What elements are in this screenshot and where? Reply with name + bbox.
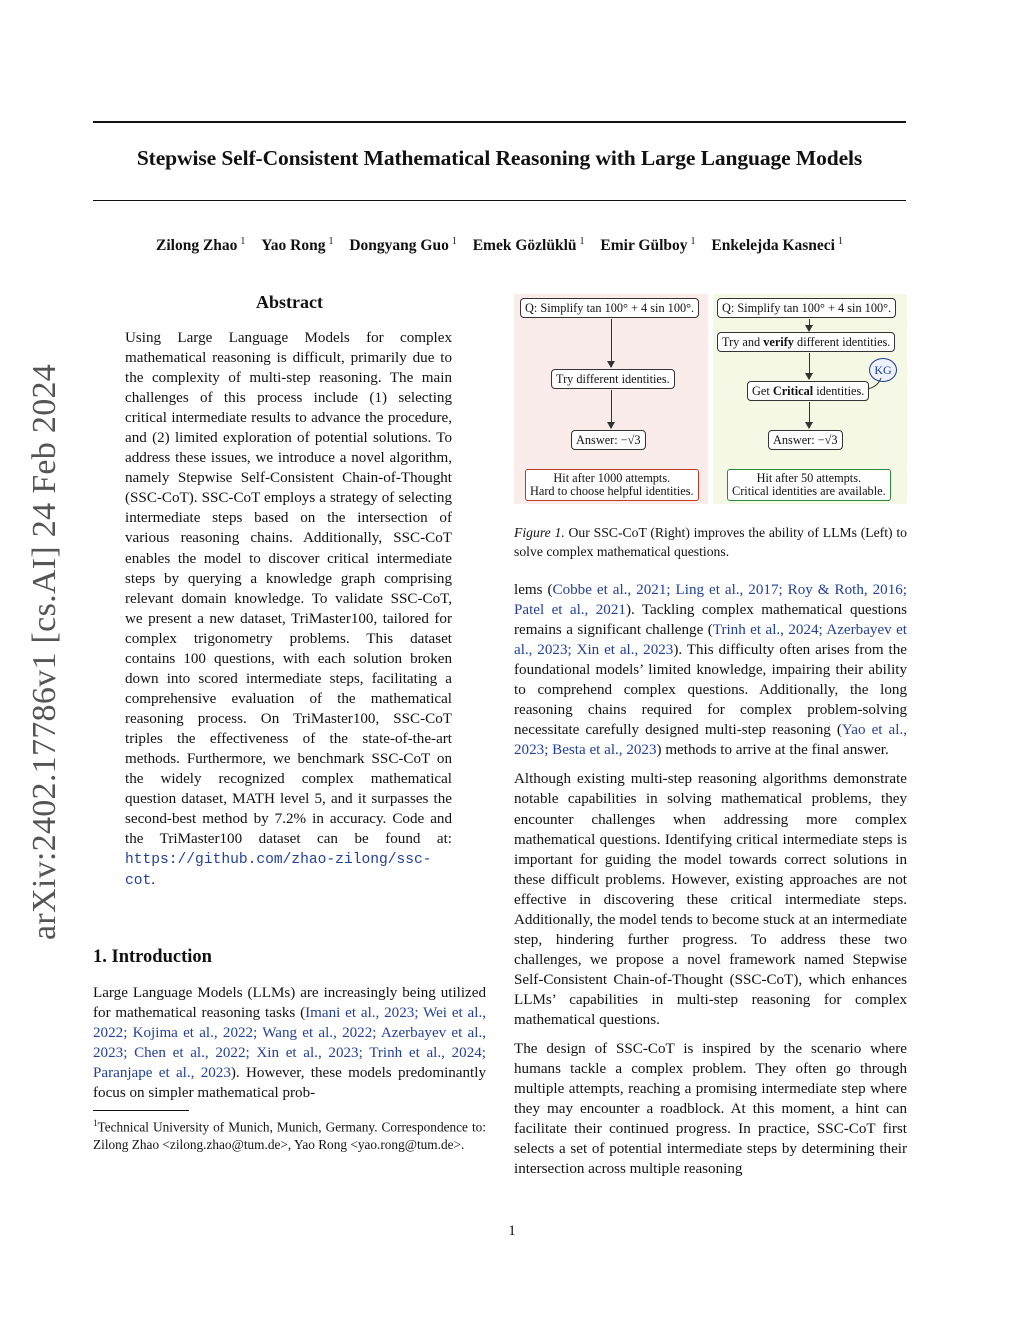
abstract-heading: Abstract (256, 292, 323, 312)
right-column-text (514, 580, 907, 1179)
flow-arrow (809, 402, 810, 428)
author: Dongyang Guo $^1$ (349, 236, 457, 255)
question-box: Q: Simplify tan 100° + 4 sin 100°. (520, 298, 699, 318)
step-box: Try different identities. (551, 369, 675, 389)
answer-box: Answer: −√3 (571, 430, 646, 450)
title-top-rule (93, 121, 906, 123)
figure-right-panel (713, 294, 907, 504)
author: Enkelejda Kasneci $^1$ (711, 236, 843, 255)
citation-link[interactable]: Yao et al., 2023; Besta et al., 2023 (514, 722, 907, 759)
section-heading-introduction: 1. Introduction (93, 947, 212, 967)
flow-arrow (611, 390, 612, 428)
footnote-rule (93, 1110, 189, 1111)
citation-link[interactable]: Cobbe et al., 2021; Ling et al., 2017; Roy & Roth, 2016; Patel et al., 2021 (514, 582, 907, 619)
result-box: Hit after 1000 attempts. Hard to choose helpful identities. (525, 469, 699, 501)
knowledge-graph-node: KG (869, 358, 897, 382)
author: Zilong Zhao $^1$ (156, 236, 246, 255)
author: Yao Rong $^1$ (261, 236, 334, 255)
flow-arrow (809, 319, 810, 331)
arxiv-identifier: arXiv:2402.17786v1 [cs.AI] 24 Feb 2024 (26, 363, 63, 940)
answer-box: Answer: −√3 (768, 430, 843, 450)
author-list (93, 236, 906, 255)
flow-arrow (809, 353, 810, 379)
page-number: 1 (508, 1223, 516, 1239)
result-box: Hit after 50 attempts. Critical identities are available. (727, 469, 891, 501)
paper-title: Stepwise Self-Consistent Mathematical Reasoning with Large Language Models (136, 146, 863, 170)
citation-link[interactable]: Trinh et al., 2024; Azerbayev et al., 2023; Xin et al., 2023 (514, 622, 908, 659)
body-paragraph: lems (Cobbe et al., 2021; Ling et al., 2017; Roy & Roth, 2016; Patel et al., 2021). Tackling complex mathematical questions remains a significant challenge (Trinh et al., 2024; Azerbayev et al., 2023; Xin et al., 2023). This difficulty often arises from the foundational models’ limited knowledge, impairing their ability to comprehend complex questions. Additionally, the long reasoning chains required for complex problem-solving necessitate carefully designed multi-step reasoning (Yao et al., 2023; Besta et al., 2023) methods to arrive at the final answer. (514, 582, 908, 759)
abstract-body: Using Large Language Models for complex mathematical reasoning is difficult, primarily due to the complexity of multi-step reasoning. The main challenges of this process include (1) selecting critical intermediate results to advance the procedure, and (2) limited exploration of potential solutions. To address these issues, we introduce a novel algorithm, namely Stepwise Self-Consistent Chain-of-Thought (SSC-CoT). SSC-CoT employs a strategy of selecting intermediate steps based on the intersection of various reasoning chains. Additionally, SSC-CoT enables the model to discover critical intermediate steps by querying a knowledge graph comprising relevant domain knowledge. To validate SSC-CoT, we present a new dataset, TriMaster100, tailored for complex trigonometry problems. This dataset contains 100 questions, with each solution broken down into scored intermediate steps, facilitating a comprehensive evaluation of the mathematical reasoning process. On TriMaster100, SSC-CoT triples the effectiveness of the state-of-the-art methods. Furthermore, we benchmark SSC-CoT on the widely recognized complex mathematical question dataset, MATH level 5, and it surpasses the second-best method by 7.2% in accuracy. Code and the TriMaster100 dataset can be found at: https://github.com/zhao-zilong/ssc-cot. (125, 330, 452, 890)
intro-paragraph: Large Language Models (LLMs) are increasingly being utilized for mathematical reasoning tasks (Imani et al., 2023; Wei et al., 2022; Kojima et al., 2022; Wang et al., 2022; Azerbayev et al., 2023; Chen et al., 2022; Xin et al., 2023; Trinh et al., 2024; Paranjape et al., 2023). However, these models predominantly focus on simpler mathematical prob- (93, 985, 486, 1102)
code-link[interactable]: https://github.com/zhao-zilong/ssc-cot (125, 852, 432, 890)
author: Emir Gülboy $^1$ (600, 236, 696, 255)
figure-caption: Figure 1. Our SSC-CoT (Right) improves the ability of LLMs (Left) to solve complex mathematical questions. (514, 525, 908, 559)
citation-link[interactable]: Imani et al., 2023; Wei et al., 2022; Kojima et al., 2022; Wang et al., 2022; Azerbayev et al., 2023; Chen et al., 2022; Xin et al., 2023; Trinh et al., 2024; Paranjape et al., 2023 (93, 1005, 486, 1082)
body-paragraph: The design of SSC-CoT is inspired by the scenario where humans tackle a complex problem. They often go through multiple attempts, reaching a promising intermediate step where they may encounter a roadblock. At this moment, a hint can facilitate their continued progress. In practice, SSC-CoT first selects a set of potential intermediate steps by determining their intersection across multiple reasoning (514, 1041, 907, 1178)
figure-left-panel (514, 294, 708, 504)
critical-step-box: Get Critical identities. (747, 381, 869, 401)
question-box: Q: Simplify tan 100° + 4 sin 100°. (717, 298, 896, 318)
body-paragraph: Although existing multi-step reasoning algorithms demonstrate notable capabilities in solving mathematical problems, they encounter challenges when addressing more complex mathematical questions. Identifying critical intermediate steps is important for guiding the model towards correct solutions in these difficult problems. However, existing approaches are not effective in discovering these critical intermediate steps. Additionally, the model tends to become stuck at an intermediate step, hindering further progress. To address these two challenges, we propose a novel framework named Stepwise Self-Consistent Chain-of-Thought (SSC-CoT), which enhances LLMs’ capabilities in multi-step reasoning for complex mathematical questions. (514, 771, 907, 1028)
title-bottom-rule (93, 200, 906, 201)
author: Emek Gözlüklü $^1$ (472, 236, 585, 255)
flow-arrow (611, 319, 612, 367)
verify-step-box: Try and verify different identities. (717, 332, 895, 352)
footnote: $^1$Technical University of Munich, Munich, Germany. Correspondence to: Zilong Zhao <zilong.zhao@tum.de>, Yao Rong <yao.rong@tum.de>. (93, 1118, 486, 1153)
